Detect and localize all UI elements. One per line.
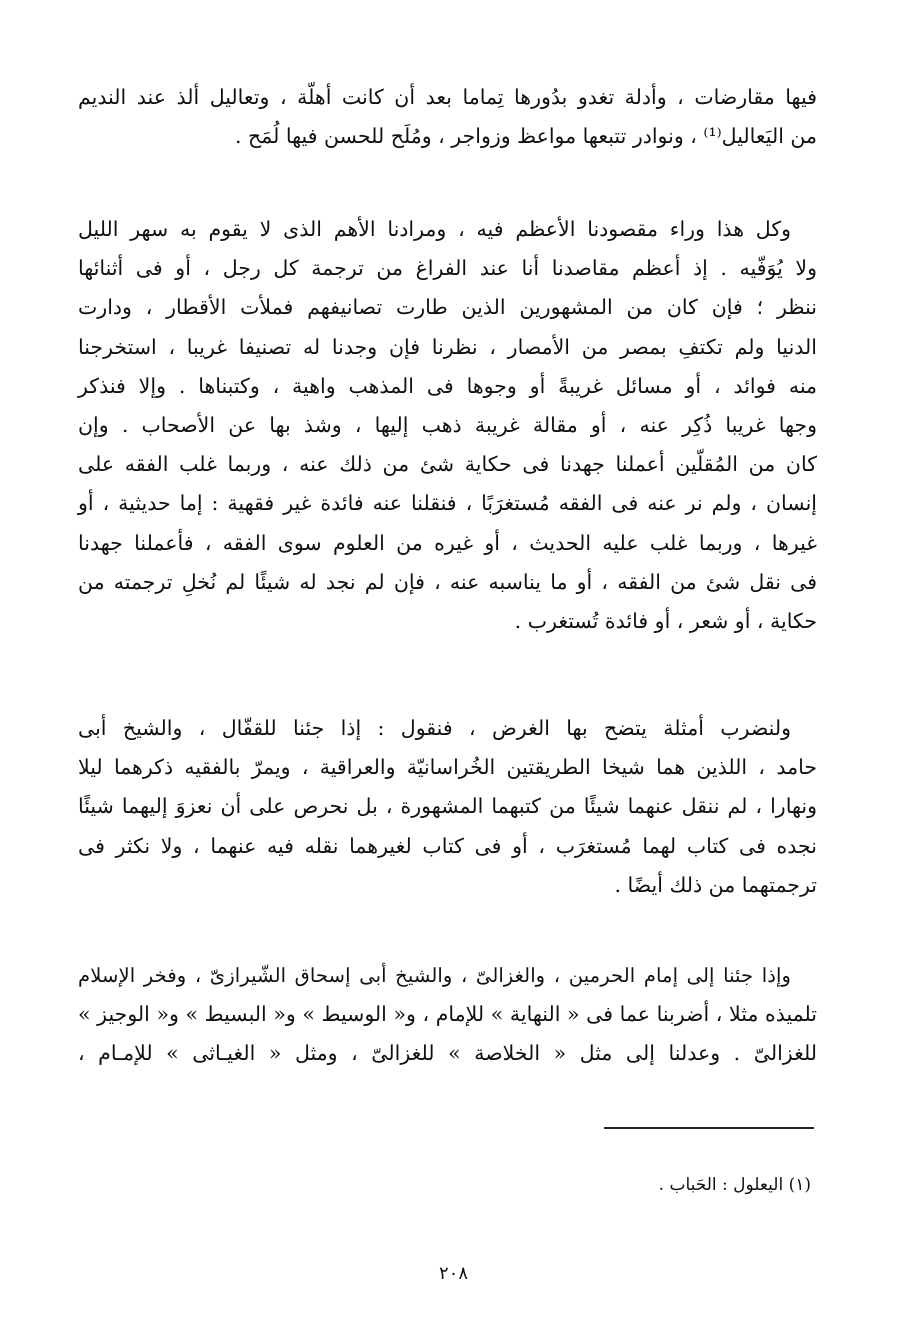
paragraph-4	[78, 956, 817, 1074]
text-line: ترجمتهما من ذلك أيضًا .	[614, 872, 817, 897]
text-line: الدنيا ولم تكتفِ بمصر من الأمصار ، نظرنا فإن وجدنا له تصنيفا غريبا ، استخرجنا	[78, 334, 817, 359]
text-line: من اليَعاليل⁽¹⁾ ، ونوادر تتبعها مواعظ وزواجر ، ومُلَح للحسن فيها لُمَح .	[234, 124, 817, 149]
footnote-divider	[604, 1127, 814, 1129]
text-line: وكل هذا وراء مقصودنا الأعظم فيه ، ومرادنا الأهم الذى لا يقوم به سهر الليل	[78, 217, 791, 241]
text-line: حكاية ، أو شعر ، أو فائدة تُستغرب .	[514, 609, 817, 634]
paragraph-3	[78, 709, 817, 905]
text-line: ولنضرب أمثلة يتضح بها الغرض ، فنقول : إذا جئنا للقفّال ، والشيخ أبى	[78, 716, 791, 740]
text-line: فى نقل شئ من الفقه ، أو ما يناسبه عنه ، فإن لم نجد له شيئًا لم نُخلِ ترجمته من	[78, 569, 817, 594]
text-line: ننظر ؛ فإن كان من المشهورين الذين طارت تصانيفهم فملأت الأقطار ، ودارت	[78, 295, 817, 320]
paragraph-2	[78, 210, 817, 641]
text-line: تلميذه مثلا ، أضربنا عما فى « النهاية » للإمام ، و« الوسيط » و« البسيط » و« الوجيز »	[78, 1002, 817, 1027]
text-line: حامد ، اللذين هما شيخا الطريقتين الخُراسانيّة والعراقية ، ويمرّ بالفقيه ذكرهما ليلا	[78, 755, 817, 780]
text-line: وإذا جئنا إلى إمام الحرمين ، والغزالىّ ، والشيخ أبى إسحاق الشّيرازىّ ، وفخر الإسلام	[78, 964, 791, 987]
footnote: (١) اليعلول : الحَباب .	[658, 1175, 811, 1195]
text-line: ونهارا ، لم ننقل عنهما شيئًا من كتبهما المشهورة ، بل نحرص على أن نعزوَ إليهما شيئًا	[78, 794, 817, 819]
text-line: ولا يُوَفّيه . إذ أعظم مقاصدنا أنا عند الفراغ من ترجمة كل رجل ، أو فى أثنائها	[78, 256, 817, 281]
text-line: وجها غريبا ذُكِر عنه ، أو مقالة غريبة ذهب إليها ، وشذ بها عن الأصحاب . وإن	[78, 413, 817, 438]
text-line: غيرها ، وربما غلب عليه الحديث ، أو غيره من العلوم سوى الفقه ، فأعملنا جهدنا	[78, 530, 817, 555]
text-line: للغزالىّ . وعدلنا إلى مثل « الخلاصة » للغزالىّ ، ومثل « الغيـاثى » للإمـام ،	[78, 1041, 817, 1066]
text-line: منه فوائد ، أو مسائل غريبةً أو وجوها فى المذهب واهية ، وكتبناها . وإلا فنذكر	[78, 373, 817, 398]
page-number: ٢٠٨	[438, 1263, 468, 1284]
text-line: نجده فى كتاب لهما مُستغرَب ، أو فى كتاب لغيرهما نقله فيه عنهما ، ولا نكثر فى	[78, 833, 817, 858]
text-line: كان من المُقلّين أعملنا جهدنا فى حكاية شئ من ذلك عنه ، وربما غلب الفقه على	[78, 452, 817, 477]
text-line: فيها مقارضات ، وأدلة تغدو بدُورها تِماما بعد أن كانت أهلّة ، وتعاليل ألذ عند النديم	[78, 85, 817, 109]
paragraph-1	[78, 78, 817, 156]
text-line: إنسان ، ولم نر عنه فى الفقه مُستغرَبًا ، فنقلنا عنه فائدة غير فقهية : إما حديثية ، أو	[78, 491, 817, 516]
